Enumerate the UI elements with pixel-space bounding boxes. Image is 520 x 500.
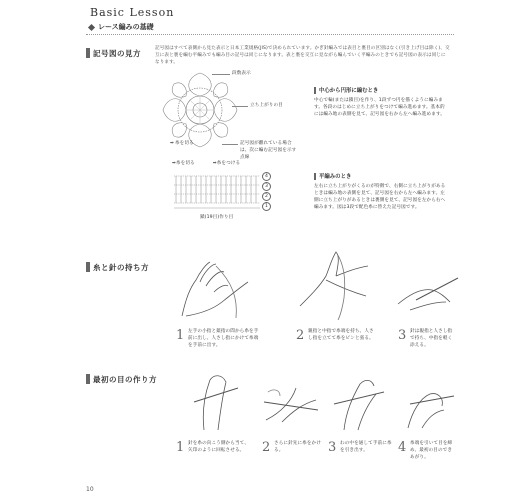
header-subtitle: レース編みの基礎 bbox=[98, 23, 154, 31]
holding-step-3-number: 3 bbox=[398, 328, 407, 343]
flat-chart-top-labels bbox=[172, 160, 240, 167]
flat-chart-diagram bbox=[172, 170, 272, 212]
stitch-illustration-1 bbox=[190, 372, 242, 430]
flat-title-row bbox=[314, 172, 351, 180]
diamond-icon bbox=[88, 23, 95, 30]
section-chart-title: 記号図の見方 bbox=[93, 49, 141, 58]
section-first-title-bar bbox=[86, 374, 90, 384]
first-step-1-number: 1 bbox=[176, 440, 185, 455]
hand-illustration-2 bbox=[296, 246, 376, 320]
row-number-3: 3 bbox=[262, 182, 271, 191]
label-rise: 立ち上がりの目 bbox=[250, 103, 283, 108]
section-holding-title-bar bbox=[86, 262, 90, 272]
holding-step-3-text: 針は親指と人さし指で持ち、中指を軽く添える。 bbox=[410, 329, 453, 348]
hand-illustration-3 bbox=[396, 270, 458, 320]
foundation-chain-label: 鎖(19目)作り目 bbox=[200, 215, 234, 220]
row-number-list bbox=[262, 172, 271, 211]
label-row-number: 段数表示 bbox=[232, 71, 251, 76]
first-step-1-text: 針を糸の向こう側から当て、矢印のように回転させる。 bbox=[188, 441, 249, 453]
label-cut bbox=[170, 140, 194, 147]
row-number-1: 1 bbox=[262, 202, 271, 211]
flat-title: 平編みのとき bbox=[319, 174, 352, 180]
stitch-illustration-4 bbox=[402, 382, 456, 430]
first-step-2-text: さらに針先に糸をかける。 bbox=[274, 441, 321, 453]
flat-title-mark bbox=[314, 173, 316, 180]
first-step-3-text: わの中を通して手前に糸を引き出す。 bbox=[340, 441, 392, 453]
holding-step-2-text: 親指と中指で糸端を持ち、人さし指を立てて糸をピンと張る。 bbox=[308, 329, 374, 341]
row-number-2: 2 bbox=[262, 192, 271, 201]
hand-illustration-1 bbox=[176, 258, 268, 320]
cut-arrow-icon: ➡ bbox=[170, 141, 174, 146]
circle-title-row bbox=[314, 86, 378, 94]
circle-title-mark bbox=[314, 87, 316, 94]
join-label-flat-text: 糸をつける bbox=[216, 161, 241, 166]
page-number: 10 bbox=[86, 486, 94, 493]
section-holding-title: 糸と針の持ち方 bbox=[93, 263, 149, 272]
chart-intro-text: 記号図はすべて表側から見た表示と日本工業規格(JIS)で決められています。かぎ針編みでは表目と裏目の区別はなく(引き上げ目は除く)、交互に表と裏を編む平編みでも編み目の記号は同じになります。表と裏を交互に見ながら編んでいく平編みのときでも記号図の表示は同じになります。 bbox=[155, 46, 450, 65]
flat-text: 左右に立ち上がりがくるのが特徴で、右側に立ち上がりがあるときは編み地の表側を見て、記号図を右から左へ編みます。左側に立ち上がりがあるときは裏側を見て、記号図を左から右へ編みます。図は3段で配色糸に替えた記号図です。 bbox=[314, 184, 446, 210]
series-title: Basic Lesson bbox=[90, 6, 175, 19]
first-step-3-number: 3 bbox=[328, 440, 337, 455]
cut-arrow-icon-2: ➡ bbox=[172, 161, 176, 166]
label-line-2 bbox=[232, 106, 248, 107]
header-subtitle-row bbox=[89, 22, 154, 32]
holding-step-1-text: 左手の小指と薬指の間から糸を手前に出し、人さし指にかけて糸端を手前に出す。 bbox=[188, 329, 259, 348]
circle-title: 中心から円形に編むとき bbox=[319, 88, 379, 94]
section-chart-title-bar bbox=[86, 48, 90, 58]
first-step-4-number: 4 bbox=[398, 440, 407, 455]
circle-text: 中心で輪(または鎖目)を作り、1段ずつ円を描くように編みます。各段のはじめに立ち上がりをつけて編み進めます。基本的には編み地の表側を見て、記号図を右から左へ編み進めます。 bbox=[314, 98, 445, 117]
first-step-4-text: 糸端を引いて目を締め、最初の目のできあがり。 bbox=[410, 441, 453, 460]
label-line-1 bbox=[212, 74, 230, 75]
first-step-2-number: 2 bbox=[262, 440, 271, 455]
holding-step-2-number: 2 bbox=[296, 328, 305, 343]
cut-label-flat bbox=[172, 160, 195, 167]
holding-step-1-number: 1 bbox=[176, 328, 185, 343]
stitch-illustration-3 bbox=[330, 372, 388, 430]
header-rule bbox=[86, 34, 454, 35]
join-arrow-icon: ➡ bbox=[212, 161, 217, 166]
stitch-illustration-2 bbox=[262, 382, 320, 426]
label-cut-text: 糸を切る bbox=[174, 141, 194, 146]
section-first-title: 最初の目の作り方 bbox=[93, 375, 157, 384]
label-line-3 bbox=[222, 144, 238, 145]
join-label-flat bbox=[213, 160, 240, 167]
row-number-4: 4 bbox=[262, 172, 271, 181]
label-join-explainer: 記号図が離れている場合は、次に編む記号図を示す点線 bbox=[240, 141, 297, 160]
cut-label-flat-text: 糸を切る bbox=[175, 161, 195, 166]
